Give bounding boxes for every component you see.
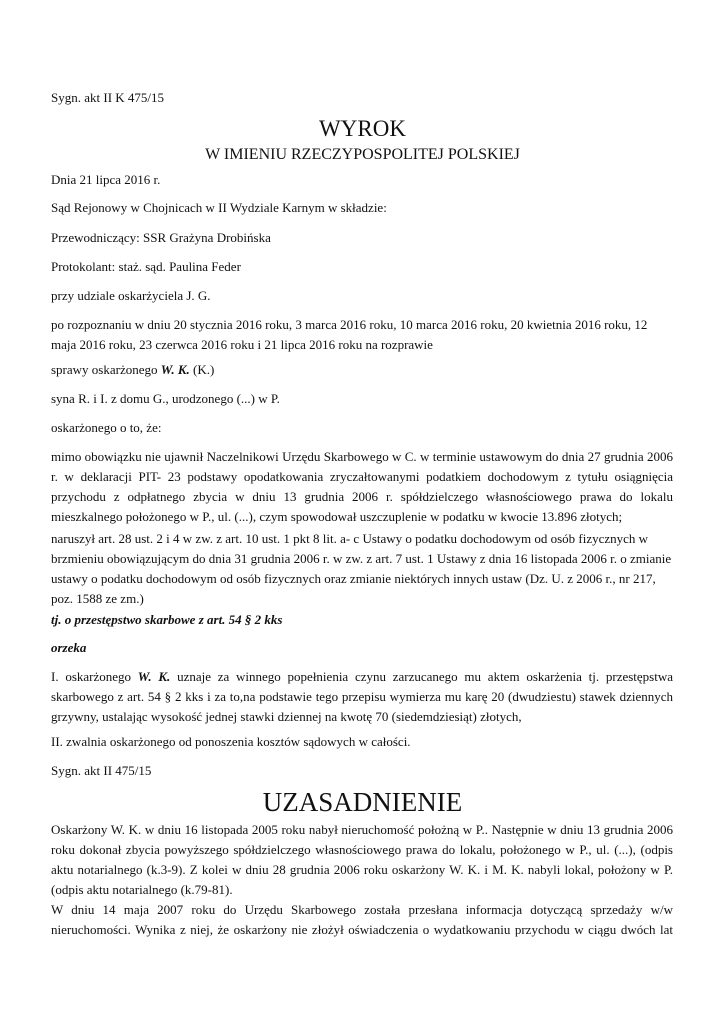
judgment-date: Dnia 21 lipca 2016 r.	[51, 172, 161, 187]
case-number-bottom: Sygn. akt II 475/15	[51, 763, 152, 778]
ruling-1-prefix: I. oskarżonego	[51, 669, 138, 684]
document-subtitle: W IMIENIU RZECZYPOSPOLITEJ POLSKIEJ	[205, 146, 520, 163]
case-of-suffix: (K.)	[189, 362, 215, 377]
justification-paragraph-2: W dniu 14 maja 2007 roku do Urzędu Skarbowego została przesłana informacja dotyczącą sprzedaży w/w nieruchomości. Wynika z niej, że oskarżony nie złożył oświadczenia o wydatkowaniu przychodu w ciągu dwóch lat	[51, 902, 673, 937]
case-number-top: Sygn. akt II K 475/15	[51, 90, 165, 105]
accused-name: W. K.	[160, 362, 190, 377]
justification-paragraph-1: Oskarżony W. K. w dniu 16 listopada 2005 roku nabył nieruchomość położną w P.. Następnie w dniu 13 grudnia 2006 roku dokonał zbycia powyższego spółdzielczego własnościowego prawa do lokalu, położonego w P., ul. (...), (odpis aktu notarialnego (k.3-9). Z kolei w dniu 28 grudnia 2006 roku oskarżony W. K. i M. K. nabyli lokal, położony w P. (odpis aktu notarialnego (k.79-81).	[51, 822, 673, 897]
accused-parentage: syna R. i I. z domu G., urodzonego (...) w P.	[51, 391, 280, 406]
violation-paragraph: naruszył art. 28 ust. 2 i 4 w zw. z art. 10 ust. 1 pkt 8 lit. a- c Ustawy o podatku dochodowym od osób fizycznych w brzmieniu obowiązującym do dnia 31 grudnia 2006 r. w zw. z art. 7 ust. 1 Ustawy z dnia 16 listopada 2006 r. o zmianie ustawy o podatku dochodowym od osób fizycznych oraz zmianie niektórych innych ustaw (Dz. U. z 2006 r., nr 217, poz. 1588 ze zm.)	[51, 531, 672, 606]
justification-title: UZASADNIENIE	[262, 787, 463, 817]
ruling-2: II. zwalnia oskarżonego od ponoszenia kosztów sądowych w całości.	[51, 734, 411, 749]
court-composition: Sąd Rejonowy w Chojnicach w II Wydziale Karnym w składzie:	[51, 200, 387, 215]
charge-paragraph: mimo obowiązku nie ujawnił Naczelnikowi Urzędu Skarbowego w C. w terminie ustawowym do dnia 27 grudnia 2006 r. w deklaracji PIT- 23 podstawy opodatkowania zryczałtowanymi podatkiem dochodowym z tytułu osiągnięcia przychodu z odpłatnego zbycia w dniu 13 grudnia 2006 r. spółdzielczego własnościowego prawa do lokalu mieszkalnego położonego w P., ul. (...), czym spowodował uszczuplenie w podatku w kwocie 13.896 złotych;	[51, 449, 673, 524]
offense-line: tj. o przestępstwo skarbowe z art. 54 § 2 kks	[51, 612, 283, 627]
rules-line: orzeka	[51, 640, 87, 655]
prosecutor-line: przy udziale oskarżyciela J. G.	[51, 288, 211, 303]
accused-of-line: oskarżonego o to, że:	[51, 420, 162, 435]
hearing-dates: po rozpoznaniu w dniu 20 stycznia 2016 roku, 3 marca 2016 roku, 10 marca 2016 roku, 20 kwietnia 2016 roku, 12 maja 2016 roku, 23 czerwca 2016 roku i 21 lipca 2016 roku na rozprawie	[51, 317, 648, 352]
case-of-line	[51, 360, 673, 380]
case-of-prefix: sprawy oskarżonego	[51, 362, 161, 377]
ruling-1-name: W. K.	[137, 669, 171, 684]
ruling-1	[51, 667, 673, 727]
court-clerk: Protokolant: staż. sąd. Paulina Feder	[51, 259, 241, 274]
presiding-judge: Przewodniczący: SSR Grażyna Drobińska	[51, 230, 271, 245]
document-title: WYROK	[319, 116, 406, 141]
ruling-1-text: uznaje za winnego popełnienia czynu zarzucanego mu aktem oskarżenia tj. przestępstwa skarbowego z art. 54 § 2 kks i za to,na podstawie tego przepisu wymierza mu karę 20 (dwudziestu) stawek dziennych grzywny, ustalając wysokość jednej stawki dziennej na kwotę 70 (siedemdziesiąt) złotych,	[51, 669, 674, 724]
